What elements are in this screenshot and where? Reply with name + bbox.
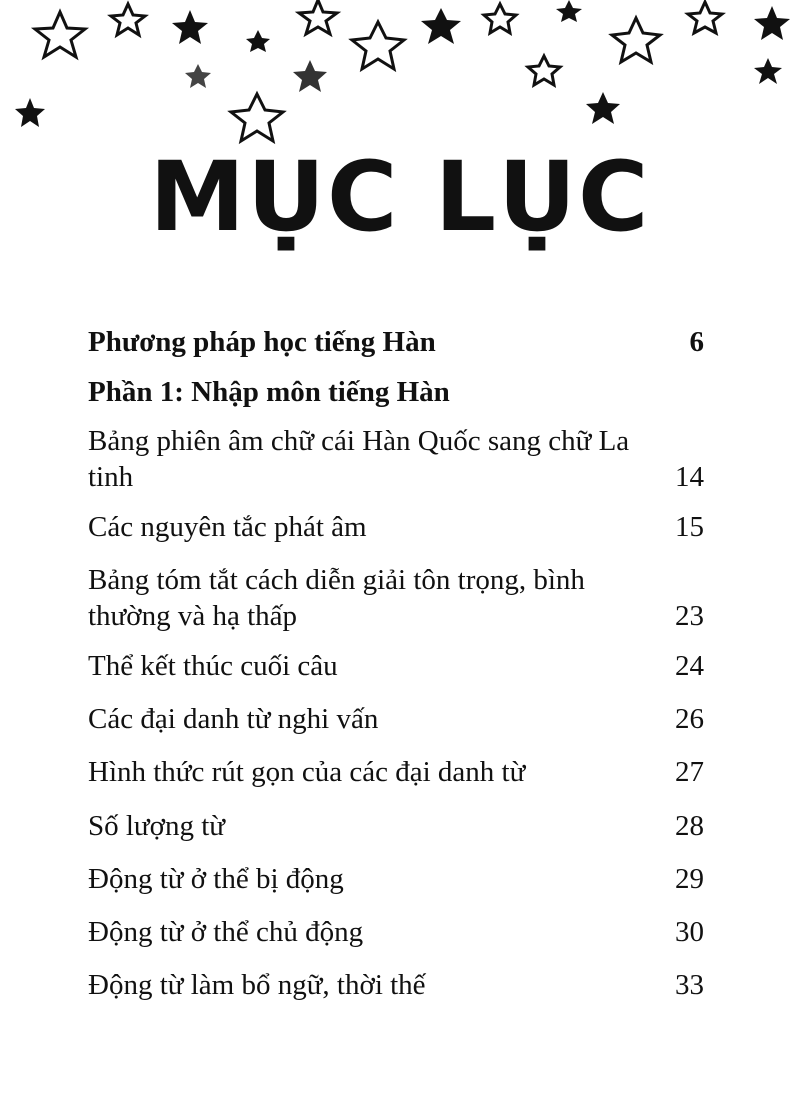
star-icon (421, 8, 461, 44)
star-icon (528, 56, 560, 85)
toc-section-heading (88, 374, 718, 410)
star-icon (754, 6, 790, 40)
star-icon (299, 0, 337, 34)
star-icon (185, 64, 211, 88)
star-icon (15, 98, 45, 127)
toc-entry (88, 509, 718, 545)
star-icon (231, 94, 283, 141)
star-icon (484, 4, 516, 33)
star-icon (35, 12, 85, 57)
entry-page: 27 (675, 756, 704, 788)
entry-page: 33 (675, 969, 704, 1001)
entry-page: 14 (675, 461, 704, 493)
entry-title: Động từ ở thể bị động (88, 863, 344, 895)
entry-title: Bảng tóm tắt cách diễn giải tôn trọng, bình thường và hạ thấp (88, 564, 585, 632)
entry-title: Các nguyên tắc phát âm (88, 511, 367, 543)
toc-entry (88, 701, 718, 737)
toc-entry (88, 423, 718, 495)
toc-entry (88, 562, 718, 634)
entry-title: Bảng phiên âm chữ cái Hàn Quốc sang chữ La tinh (88, 425, 630, 493)
star-icon (586, 92, 620, 124)
entry-page: 28 (675, 810, 704, 842)
star-icon (246, 30, 270, 52)
entry-page: 29 (675, 863, 704, 895)
entry-page: 30 (675, 916, 704, 948)
entry-page: 6 (689, 326, 704, 358)
toc-entry (88, 754, 718, 790)
entry-title: Phần 1: Nhập môn tiếng Hàn (88, 376, 450, 408)
star-icon (612, 18, 660, 62)
toc-entry (88, 648, 718, 684)
entry-title: Thể kết thúc cuối câu (88, 650, 338, 682)
star-decoration (0, 0, 800, 150)
entry-title: Số lượng từ (88, 810, 226, 842)
entry-title: Hình thức rút gọn của các đại danh từ (88, 756, 526, 788)
toc-entry (88, 861, 718, 897)
entry-page: 15 (675, 511, 704, 543)
entry-page: 24 (675, 650, 704, 682)
entry-title: Động từ làm bổ ngữ, thời thế (88, 969, 426, 1001)
toc-entry (88, 324, 718, 360)
page-title: MỤC LỤC (149, 141, 651, 253)
star-icon (352, 22, 404, 69)
entry-title: Các đại danh từ nghi vấn (88, 703, 379, 735)
star-icon (172, 10, 208, 44)
toc-entry (88, 967, 718, 1003)
entry-title: Phương pháp học tiếng Hàn (88, 326, 436, 358)
toc-entry (88, 914, 718, 950)
toc-entry (88, 808, 718, 844)
star-icon (754, 58, 782, 84)
entry-page: 23 (675, 600, 704, 632)
star-icon (556, 0, 582, 22)
star-icon (293, 60, 327, 92)
star-icon (688, 2, 722, 33)
entry-title: Động từ ở thể chủ động (88, 916, 364, 948)
entry-page: 26 (675, 703, 704, 735)
star-icon (111, 4, 145, 35)
